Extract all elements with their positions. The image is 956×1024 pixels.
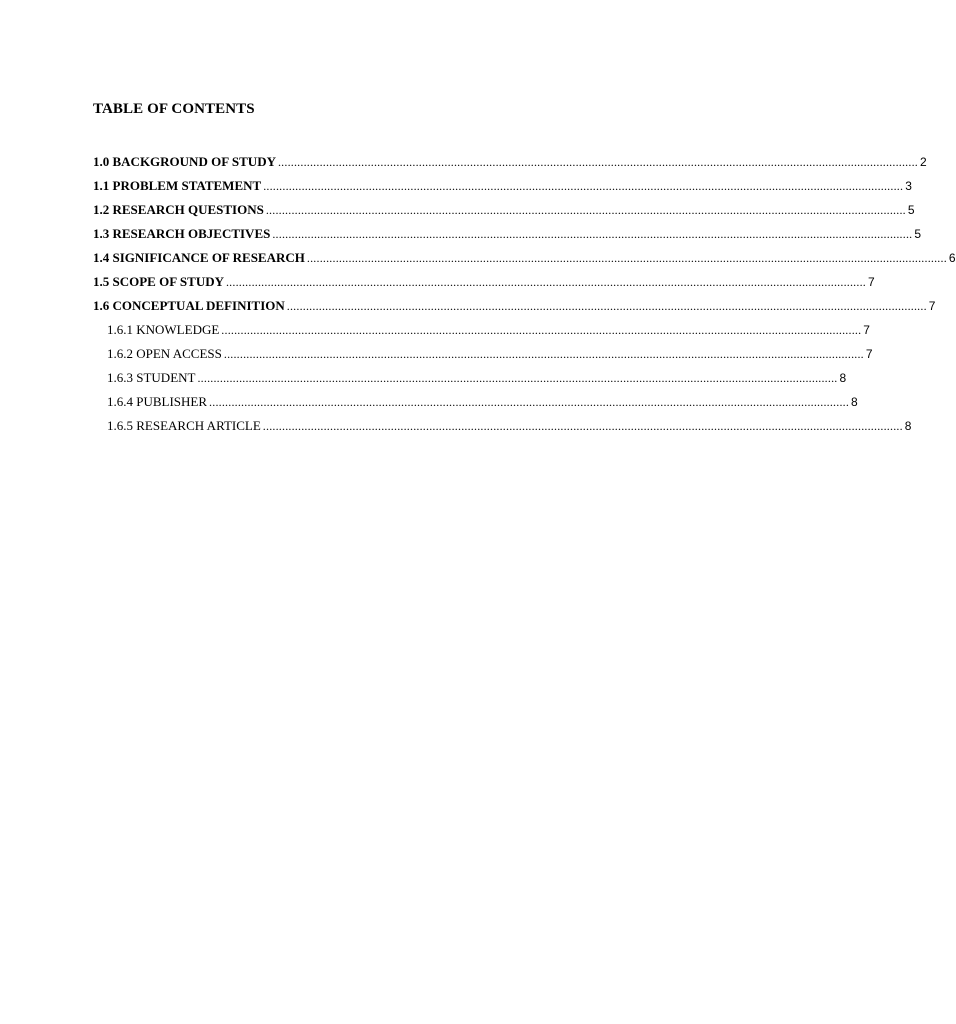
toc-dot-leader: ........................................................................................................................................................................................................ xyxy=(277,155,918,169)
toc-entry[interactable] xyxy=(93,344,873,368)
toc-entry-page: 8 xyxy=(851,395,858,409)
toc-entry-label: 1.6.2 OPEN ACCESS xyxy=(107,346,222,361)
toc-entry[interactable] xyxy=(93,176,912,200)
toc-entry[interactable] xyxy=(93,392,858,416)
toc-dot-leader: ........................................................................................................................................................................................................ xyxy=(306,251,947,265)
toc-title: TABLE OF CONTENTS xyxy=(93,101,255,117)
toc-entry[interactable] xyxy=(93,296,936,320)
toc-entry[interactable] xyxy=(93,200,915,224)
toc-dot-leader: ........................................................................................................................................................................................................ xyxy=(272,227,913,241)
toc-entry[interactable] xyxy=(93,272,875,296)
toc-entry-label: 1.5 SCOPE OF STUDY xyxy=(93,274,224,289)
toc-entry-page: 7 xyxy=(865,347,873,361)
toc-list xyxy=(93,152,956,440)
toc-entry-label: 1.3 RESEARCH OBJECTIVES xyxy=(93,226,271,241)
toc-entry[interactable] xyxy=(93,224,922,248)
toc-entry-page: 2 xyxy=(919,155,927,169)
toc-entry-page: 8 xyxy=(904,419,912,433)
toc-entry[interactable] xyxy=(93,320,870,344)
toc-dot-leader: ........................................................................................................................................................................................................ xyxy=(209,395,850,409)
toc-dot-leader: ........................................................................................................................................................................................................ xyxy=(286,299,927,313)
toc-dot-leader: ........................................................................................................................................................................................................ xyxy=(265,203,906,217)
toc-entry[interactable] xyxy=(93,416,912,440)
toc-dot-leader: ........................................................................................................................................................................................................ xyxy=(262,419,903,433)
toc-entry-label: 1.6.1 KNOWLEDGE xyxy=(107,322,220,337)
toc-dot-leader: ........................................................................................................................................................................................................ xyxy=(197,371,838,385)
toc-entry[interactable] xyxy=(93,368,847,392)
toc-entry-label: 1.6.5 RESEARCH ARTICLE xyxy=(107,418,261,433)
toc-dot-leader: ........................................................................................................................................................................................................ xyxy=(221,323,862,337)
toc-entry-page: 7 xyxy=(928,299,936,313)
toc-entry-page: 5 xyxy=(914,227,922,241)
toc-entry-page: 6 xyxy=(948,251,956,265)
toc-dot-leader: ........................................................................................................................................................................................................ xyxy=(263,179,904,193)
toc-dot-leader: ........................................................................................................................................................................................................ xyxy=(225,275,866,289)
toc-entry-page: 7 xyxy=(867,275,875,289)
toc-entry-label: 1.6.3 STUDENT xyxy=(107,370,196,385)
toc-entry-label: 1.4 SIGNIFICANCE OF RESEARCH xyxy=(93,250,305,265)
toc-entry-label: 1.6 CONCEPTUAL DEFINITION xyxy=(93,298,285,313)
toc-dot-leader: ........................................................................................................................................................................................................ xyxy=(223,347,864,361)
toc-entry-label: 1.2 RESEARCH QUESTIONS xyxy=(93,202,264,217)
toc-entry[interactable] xyxy=(93,152,927,176)
toc-entry-label: 1.0 BACKGROUND OF STUDY xyxy=(93,154,276,169)
toc-entry-label: 1.1 PROBLEM STATEMENT xyxy=(93,178,262,193)
toc-entry-page: 7 xyxy=(863,323,870,337)
toc-entry-page: 5 xyxy=(907,203,915,217)
toc-entry-page: 3 xyxy=(905,179,912,193)
toc-entry-label: 1.6.4 PUBLISHER xyxy=(107,394,208,409)
toc-entry-page: 8 xyxy=(839,371,847,385)
toc-entry[interactable] xyxy=(93,248,956,272)
